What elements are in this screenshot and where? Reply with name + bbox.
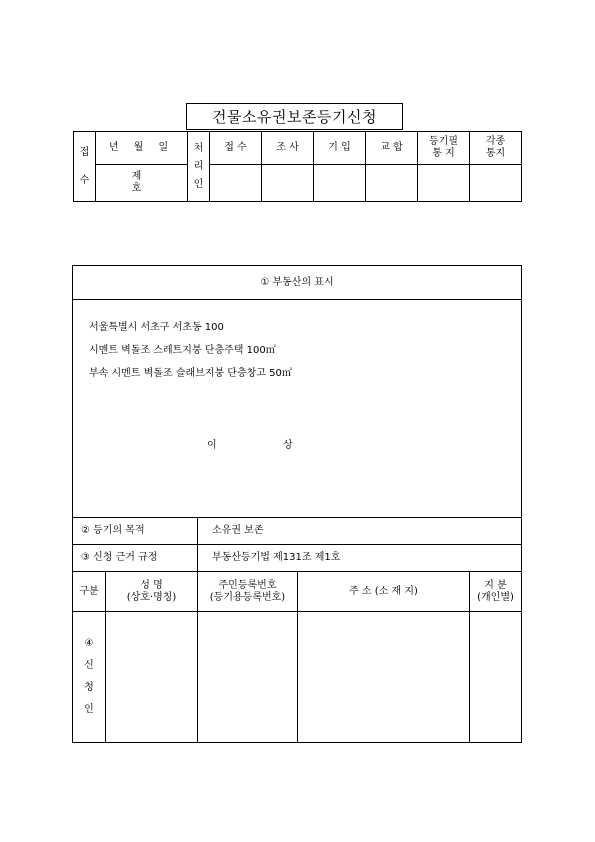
col-josa: 조 사 <box>262 132 314 165</box>
cell-josa[interactable] <box>262 165 314 202</box>
basis-label: ③ 신청 근거 규정 <box>73 545 198 572</box>
col-giip: 기 입 <box>314 132 366 165</box>
cell-deunggipil[interactable] <box>418 165 470 202</box>
cheori-label: 처 리 인 <box>188 132 210 202</box>
gubun-header: 구분 <box>73 572 106 612</box>
property-description[interactable] <box>73 300 522 518</box>
property-line-2: 시멘트 벽돌조 스레트지붕 단층주택 100㎡ <box>89 345 276 356</box>
applicant-address-cell[interactable] <box>298 612 470 743</box>
date-label: 년 월 일 <box>96 132 188 165</box>
address-header: 주 소 (소 재 지) <box>298 572 470 612</box>
jeopsu-label: 접 수 <box>74 132 96 202</box>
document-title-text: 건물소유권보존등기신청 <box>212 108 377 126</box>
registry-table <box>73 131 522 202</box>
col-deunggipil: 등기필 통 지 <box>418 132 470 165</box>
name-header: 성 명 (상호·명칭) <box>106 572 198 612</box>
col-gakjong: 각종 통지 <box>470 132 522 165</box>
property-line-1: 서울특별시 서초구 서초동 100 <box>89 322 224 333</box>
property-line-3: 부속 시멘트 벽돌조 슬래브지붕 단층창고 50㎡ <box>89 368 292 379</box>
col-jeopsu: 접 수 <box>210 132 262 165</box>
basis-value[interactable]: 부동산등기법 제131조 제1호 <box>198 545 522 572</box>
property-section-header: ① 부동산의 표시 <box>73 266 522 300</box>
id-header: 주민등록번호 (등기용등록번호) <box>198 572 298 612</box>
applicant-name-cell[interactable] <box>106 612 198 743</box>
col-gyohap: 교 합 <box>366 132 418 165</box>
purpose-value[interactable]: 소유권 보존 <box>198 518 522 545</box>
applicant-id-cell[interactable] <box>198 612 298 743</box>
cell-gyohap[interactable] <box>366 165 418 202</box>
end-mark-left: 이 <box>207 440 217 451</box>
applicant-share-cell[interactable] <box>470 612 522 743</box>
number-label: 제 호 <box>96 165 188 202</box>
purpose-label: ② 등기의 목적 <box>73 518 198 545</box>
share-header: 지 분 (개인별) <box>470 572 522 612</box>
application-table <box>72 265 522 743</box>
applicant-label: ④ 신 청 인 <box>73 612 106 743</box>
document-title <box>186 103 403 130</box>
cell-giip[interactable] <box>314 165 366 202</box>
cell-gakjong[interactable] <box>470 165 522 202</box>
end-mark-right: 상 <box>283 440 293 451</box>
cell-jeopsu[interactable] <box>210 165 262 202</box>
